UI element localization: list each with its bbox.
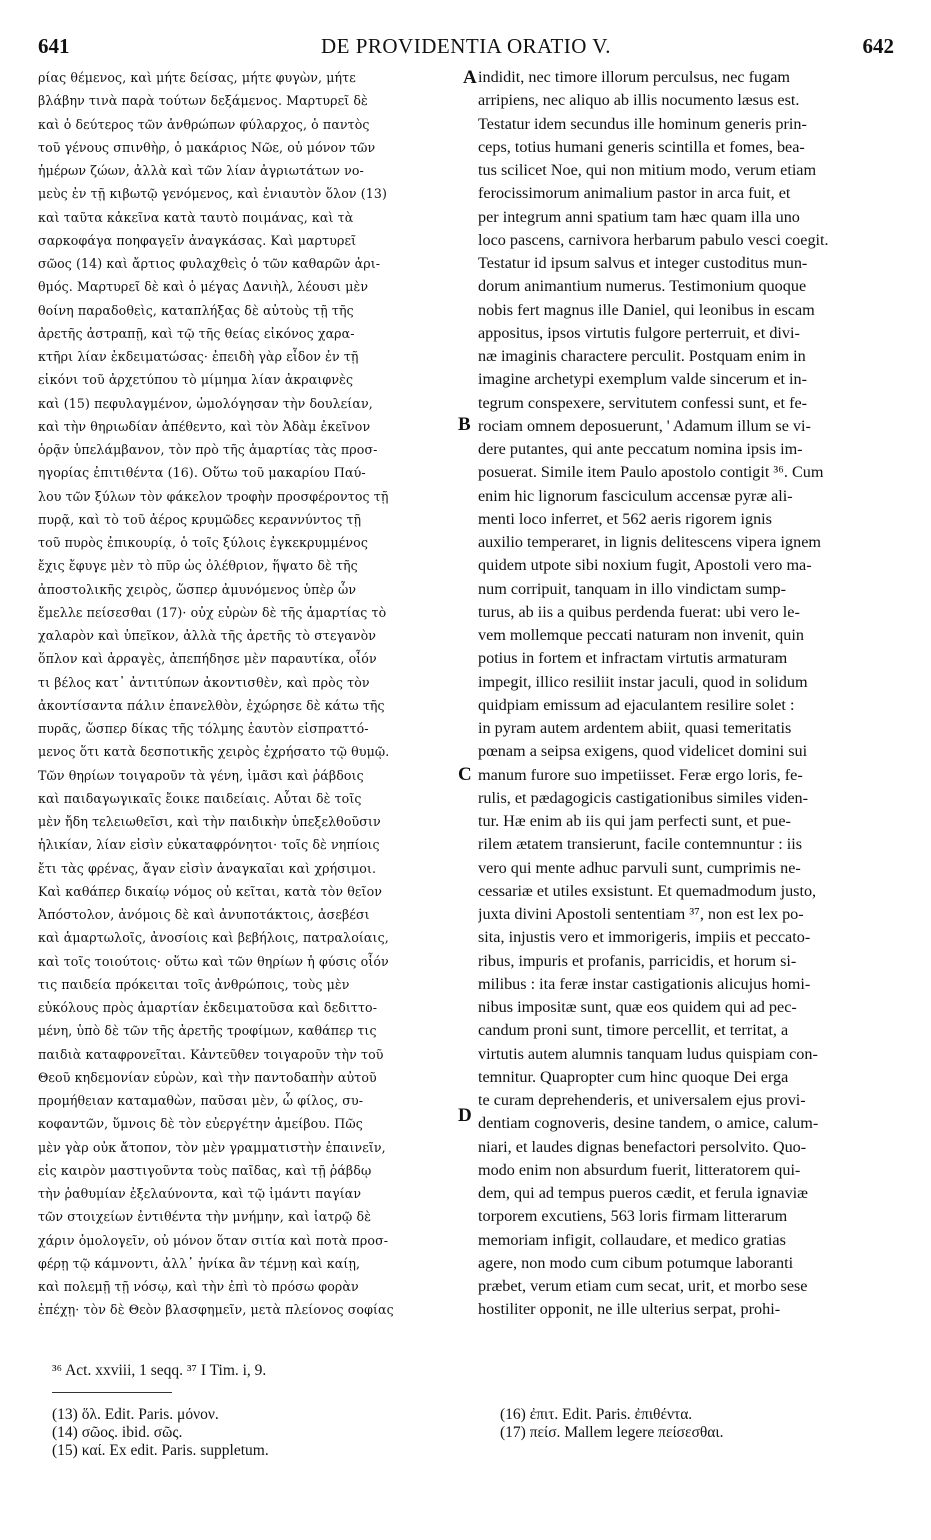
variant-readings-left [52, 1406, 269, 1460]
greek-line: σαρκοφάγα ποηφαγεῖν ἀναγκάσας. Καὶ μαρτυρεῖ [38, 232, 357, 248]
latin-line: tegrum conspexere, servitutem confessi sunt, et fe- [478, 393, 808, 412]
greek-line: ἔτι τὰς φρένας, ἄγαν εἰσὶν ἀναγκαῖαι καὶ χρήσιμοι. [38, 860, 377, 876]
greek-line: μὲν ἤδη τελειωθεῖσι, καὶ τὴν παιδικὴν ὑπεξελθοῦσιν [38, 814, 381, 829]
latin-line: memoriam infigit, collaudare, et medico gratias [478, 1230, 786, 1249]
greek-line: προμήθειαν καταμαθὼν, παῦσαι μὲν, ὦ φίλος, συ- [38, 1093, 364, 1108]
latin-line: quidem utpote sibi noxium fugit, Apostoli vero ma- [478, 556, 812, 575]
greek-line: ἡλικίαν, λίαν εἰσὶν εὐκαταφρόνητοι· τοῖς δὲ νηπίοις [38, 837, 380, 853]
latin-line: auxilio temperaret, in lignis delitescens vipera ignem [478, 533, 821, 551]
greek-line: μένη, ὑπὸ δὲ τῶν τῆς ἀρετῆς τροφίμων, καθάπερ τις [38, 1023, 377, 1039]
latin-line: posuerat. Simile item Paulo apostolo contigit ³⁶. Cum [478, 463, 824, 482]
greek-line: εὐκόλους πρὸς ἁμαρτίαν ἐκδειματοῦσα καὶ δεδιττο- [38, 1000, 378, 1015]
greek-line: ἡμέρων ζώων, ἀλλὰ καὶ τῶν λίαν ἀγριωτάτων νο- [38, 163, 364, 178]
page-number-left: 641 [38, 34, 70, 58]
latin-line: juxta divini Apostoli sententiam ³⁷, non est lex po- [478, 905, 804, 923]
greek-line: σῶος (14) καὶ ἄρτιος φυλαχθεὶς ὁ τῶν καθαρῶν ἀρι- [38, 256, 381, 271]
latin-line: tus scilicet Noe, qui non mitium modo, verum etiam [478, 161, 817, 179]
greek-line: καὶ παιδαγωγικαῖς ἔοικε παιδείαις. Αὗται δὲ τοῖς [38, 790, 362, 806]
latin-line: Testatur id ipsum salvus et integer custoditus mun- [478, 254, 808, 272]
greek-line: τῶν στοιχείων ἐντιθέντα τὴν μνήμην, καὶ ἰατρῷ δὲ [38, 1209, 372, 1225]
greek-line: τι βέλος κατ᾽ ἀντιτύπων ἀκοντισθὲν, καὶ πρὸς τὸν [38, 674, 370, 690]
latin-line: rulis, et pædagogicis castigationibus similes viden- [478, 788, 809, 807]
latin-line: candum proni sunt, timore percellit, et territat, a [478, 1021, 789, 1040]
footnote-rule [52, 1392, 172, 1393]
latin-line: tur. Hæ enim ab iis qui jam perfecti sunt, et pue- [478, 812, 791, 830]
variant-note: (14) σῶος. ibid. σῶς. [52, 1424, 183, 1441]
section-marker-d: D [458, 1105, 472, 1126]
latin-line: virtutis autem alumnis tanquam ludus quispiam con- [478, 1044, 818, 1063]
greek-line: Θεοῦ κηδεμονίαν εὑρὼν, καὶ τὴν παντοδαπὴν αὐτοῦ [38, 1069, 377, 1085]
greek-line: μενος ὅτι κατὰ δεσποτικῆς χειρὸς ἐχρήσατο τῷ θυμῷ. [38, 744, 390, 760]
greek-line: ηγορίας ἐπιτιθέντα (16). Οὕτω τοῦ μακαρίου Παύ- [38, 465, 366, 481]
greek-line: Τῶν θηρίων τοιγαροῦν τὰ γένη, ἱμᾶσι καὶ ῥάβδοις [38, 767, 364, 783]
greek-line: τοῦ πυρὸς ἐπικουρίᾳ, ὁ τοῖς ξύλοις ἐγκεκρυμμένος [38, 535, 368, 550]
variant-note: (15) καί. Ex edit. Paris. suppletum. [52, 1442, 269, 1459]
variant-readings-right [500, 1406, 723, 1442]
greek-line: τὴν ῥαθυμίαν ἐξελαύνοντα, καὶ τῷ ἱμάντι παγίαν [38, 1186, 362, 1201]
greek-line: καὶ τοῖς τοιούτοις· οὕτω καὶ τῶν θηρίων ἡ φύσις οἷόν [38, 953, 389, 969]
latin-line: sita, injustis vero et immorigeris, impiis et peccato- [478, 928, 811, 947]
latin-line: dorum animantium numerus. Testimonium quoque [478, 277, 807, 296]
section-marker-a: A [463, 67, 477, 88]
latin-line: manum furore suo impetiisset. Feræ ergo loris, fe- [478, 765, 803, 784]
greek-line: ἔμελλε πείσεσθαι (17)· οὐχ εὑρὼν δὲ τῆς ἁμαρτίας τὸ [38, 604, 387, 620]
latin-line: temnitur. Quapropter cum hinc quoque Dei erga [478, 1067, 789, 1086]
section-marker-b: B [458, 414, 471, 435]
greek-line: καὶ ταῦτα κἀκεῖνα κατὰ ταυτὸ ποιμάνας, καὶ τὰ [38, 209, 354, 225]
variant-note: (17) πείσ. Mallem legere πείσεσθαι. [500, 1424, 724, 1441]
latin-line: nobis fert magnus ille Daniel, qui leonibus in escam [478, 300, 815, 319]
footnotes: ³⁶ Act. xxviii, 1 seqq. ³⁷ I Tim. i, 9. [52, 1362, 267, 1379]
latin-line: indidit, nec timore illorum perculsus, nec fugam [478, 68, 790, 86]
latin-line: næ imaginis charactere perculit. Postquam enim in [478, 347, 806, 365]
latin-line: milibus : ita feræ instar castigationis alicujus homi- [478, 974, 811, 993]
greek-line: ὅπλον καὶ ἀρραγὲς, ἀπεπήδησε μὲν παραυτίκα, οἷόν [38, 651, 377, 667]
greek-line: ἐπέχῃ· τὸν δὲ Θεὸν βλασφημεῖν, μετὰ πλείονος σοφίας [38, 1302, 394, 1318]
latin-line: dere putantes, qui ante peccatum nomina ipsis im- [478, 440, 803, 458]
latin-line: Testatur idem secundus ille hominum generis prin- [478, 114, 807, 133]
page-header [38, 34, 894, 60]
greek-line: ὁρᾷν ὑπελάμβανον, τὸν πρὸ τῆς ἁμαρτίας τὰς προσ- [38, 442, 378, 457]
latin-line: ceps, totius humani generis scintilla et fomes, bea- [478, 137, 805, 156]
latin-line: imagine archetypi exemplum valde sincerum et in- [478, 370, 808, 389]
greek-line: λου τῶν ξύλων τὸν φάκελον τροφὴν προσφέροντος τῇ [38, 488, 389, 504]
latin-line: dentiam cognoveris, desine tandem, o amice, calum- [478, 1114, 819, 1133]
greek-line: φέρῃ τῷ κάμνοντι, ἀλλ᾽ ἡνίκα ἂν τέμνῃ καὶ καίῃ, [38, 1255, 361, 1271]
greek-line: θοίνη παραδοθεὶς, καταπλήξας δὲ αὐτοὺς τῇ τῆς [38, 302, 354, 318]
greek-line: καὶ (15) πεφυλαγμένον, ὡμολόγησαν τὴν δουλείαν, [38, 395, 373, 411]
greek-line: κοφαντῶν, ὕμνοις δὲ τὸν εὐεργέτην ἀμείβου. Πῶς [38, 1116, 363, 1132]
greek-line: ρίας θέμενος, καὶ μήτε δείσας, μήτε φυγὼν, μήτε [38, 70, 356, 85]
latin-line: niari, et laudes dignas benefactori persolvito. Quo- [478, 1137, 807, 1156]
greek-line: ἔχις ἔφυγε μὲν τὸ πῦρ ὡς ὀλέθριον, ἥψατο δὲ τῆς [38, 558, 358, 574]
running-title: DE PROVIDENTIA ORATIO V. [320, 34, 612, 58]
greek-line: ἀκοντίσαντα πάλιν ἐπανελθὸν, ἐχώρησε δὲ κάτω τῆς [38, 697, 385, 713]
variant-note: (13) ὅλ. Edit. Paris. μόνον. [52, 1406, 219, 1423]
greek-line: εἰκόνι τοῦ ἀρχετύπου τὸ μίμημα λίαν ἀκραιφνὲς [38, 372, 354, 388]
greek-line: καὶ ἁμαρτωλοῖς, ἀνοσίοις καὶ βεβήλοις, πατραλοίαις, [38, 930, 389, 946]
latin-line: num corripuit, tanquam in illo vindictam sump- [478, 579, 786, 598]
greek-text-column [38, 66, 462, 1322]
greek-line: χαλαρὸν καὶ ὑπεῖκον, ἀλλὰ τῆς ἀρετῆς τὸ στεγανὸν [38, 628, 377, 643]
greek-line: θμός. Μαρτυρεῖ δὲ καὶ ὁ μέγας Δανιὴλ, λέουσι μὲν [38, 279, 369, 295]
latin-line: præbet, verum etiam cum secat, urit, et morbo sese [478, 1277, 808, 1295]
greek-line: εἰς καιρὸν μαστιγοῦντα τοὺς παῖδας, καὶ τῇ ῥάβδῳ [38, 1162, 372, 1178]
greek-line: Καὶ καθάπερ δικαίῳ νόμος οὐ κεῖται, κατὰ τὸν θεῖον [38, 883, 383, 899]
latin-line: arripiens, nec aliquo ab illis nocumento læsus est. [478, 91, 800, 110]
greek-line: τις παιδεία πρόκειται τοῖς ἀνθρώποις, τοὺς μὲν [38, 976, 350, 992]
greek-line: Ἀπόστολον, ἀνόμοις δὲ καὶ ἀνυποτάκτοις, ἀσεβέσι [38, 907, 370, 922]
greek-line: κτῆρι λίαν ἐκδειματώσας· ἐπειδὴ γὰρ εἶδον ἐν τῇ [38, 349, 359, 364]
latin-line: turus, ab iis a quibus perdenda fuerat: ubi vero le- [478, 602, 800, 621]
greek-line: τοῦ γένους σπινθὴρ, ὁ μακάριος Νῶε, οὐ μόνον τῶν [38, 139, 376, 155]
latin-line: potius in fortem et infractam virtutis armaturam [478, 649, 788, 668]
latin-line: ferocissimorum animalium pastor in arca fuit, et [478, 184, 791, 203]
latin-line: te curam deprehenderis, et universalem ejus provi- [478, 1091, 806, 1109]
latin-line: vero qui mente adhuc parvuli sunt, cumprimis ne- [478, 858, 801, 877]
latin-line: impegit, illico resiliit instar jaculi, quod in solidum [478, 672, 808, 691]
latin-line: per integrum anni spatium tam hæc quam illa uno [478, 207, 800, 226]
latin-line: loco pascens, carnivora herbarum pabulo vesci coegit. [478, 230, 829, 249]
greek-line: μὲν γὰρ οὐκ ἄτοπον, τὸν μὲν γραμματιστὴν ἐπαινεῖν, [38, 1139, 386, 1155]
latin-line: rilem ætatem transierunt, facile contemnuntur : iis [478, 835, 803, 854]
latin-text-column [478, 66, 894, 1322]
latin-line: quidpiam emissum ad ejaculantem resilire solet : [478, 695, 795, 714]
latin-line: ribus, impuris et profanis, parricidis, et horum si- [478, 951, 797, 970]
latin-line: agere, non modo cum cibum potumque laboranti [478, 1253, 794, 1272]
latin-line: rociam omnem deposuerunt, ' Adamum illum se vi- [478, 416, 811, 435]
latin-line: appositus, ipsos virtutis fulgore perterruit, et divi- [478, 323, 800, 342]
greek-line: ἀρετῆς ἀστραπῇ, καὶ τῷ τῆς θείας εἰκόνος χαρα- [38, 325, 355, 341]
greek-line: καὶ ὁ δεύτερος τῶν ἀνθρώπων φύλαρχος, ὁ παντὸς [38, 116, 370, 132]
latin-line: hostiliter opponit, ne ille ulterius serpat, prohi- [478, 1300, 781, 1319]
greek-line: βλάβην τινὰ παρὰ τούτων δεξάμενος. Μαρτυρεῖ δὲ [38, 93, 368, 109]
greek-line: πυρᾷ, καὶ τὸ τοῦ ἀέρος κρυμῶδες κεραννύντος τῇ [38, 511, 362, 527]
latin-line: enim hic lignorum fasciculum accensæ pyræ ali- [478, 486, 793, 505]
latin-line: nibus impositæ sunt, quæ eos quidem qui ad pec- [478, 998, 797, 1016]
greek-line: πυρᾶς, ὥσπερ δίκας τῆς τόλμης ἑαυτὸν εἰσπραττό- [38, 721, 369, 736]
latin-line: pœnam a seipsa exigens, quod videlicet domini sui [478, 742, 808, 761]
greek-line: παιδιὰ καταφρονεῖται. Κἀντεῦθεν τοιγαροῦν τὴν τοῦ [38, 1046, 384, 1062]
greek-line: καὶ τὴν θηριωδίαν ἀπέθεντο, καὶ τὸν Ἀδὰμ ἐκεῖνον [38, 418, 371, 434]
page-number-right: 642 [862, 34, 894, 58]
variant-note: (16) ἐπιτ. Edit. Paris. ἐπιθέντα. [500, 1406, 693, 1423]
latin-line: in pyram autem ardentem abiit, quasi temeritatis [478, 719, 792, 737]
latin-line: torporem excutiens, 563 loris firmam litterarum [478, 1207, 788, 1226]
latin-line: menti loco inferret, et 562 aeris rigorem ignis [478, 509, 772, 528]
greek-line: χάριν ὁμολογεῖν, οὐ μόνον ὅταν σιτία καὶ ποτὰ προσ- [38, 1232, 389, 1248]
latin-line: modo enim non absurdum fuerit, litteratorem qui- [478, 1160, 801, 1179]
greek-line: ἀποστολικῆς χειρὸς, ὥσπερ ἀμυνόμενος ὑπὲρ ὧν [38, 581, 357, 597]
latin-line: vem mollemque peccati naturam non invenit, quin [478, 626, 804, 644]
greek-line: μεὺς ἐν τῇ κιβωτῷ γενόμενος, καὶ ἐνιαυτὸν ὅλον (13) [38, 186, 388, 202]
latin-line: dem, qui ad tempus pueros cædit, et ferula ignaviæ [478, 1184, 808, 1202]
section-marker-c: C [458, 764, 472, 785]
greek-line: καὶ πολεμῇ τῇ νόσῳ, καὶ τὴν ἐπὶ τὸ πρόσω φορὰν [38, 1279, 359, 1294]
latin-line: cessariæ et utiles exsistunt. Et quemadmodum justo, [478, 881, 817, 900]
